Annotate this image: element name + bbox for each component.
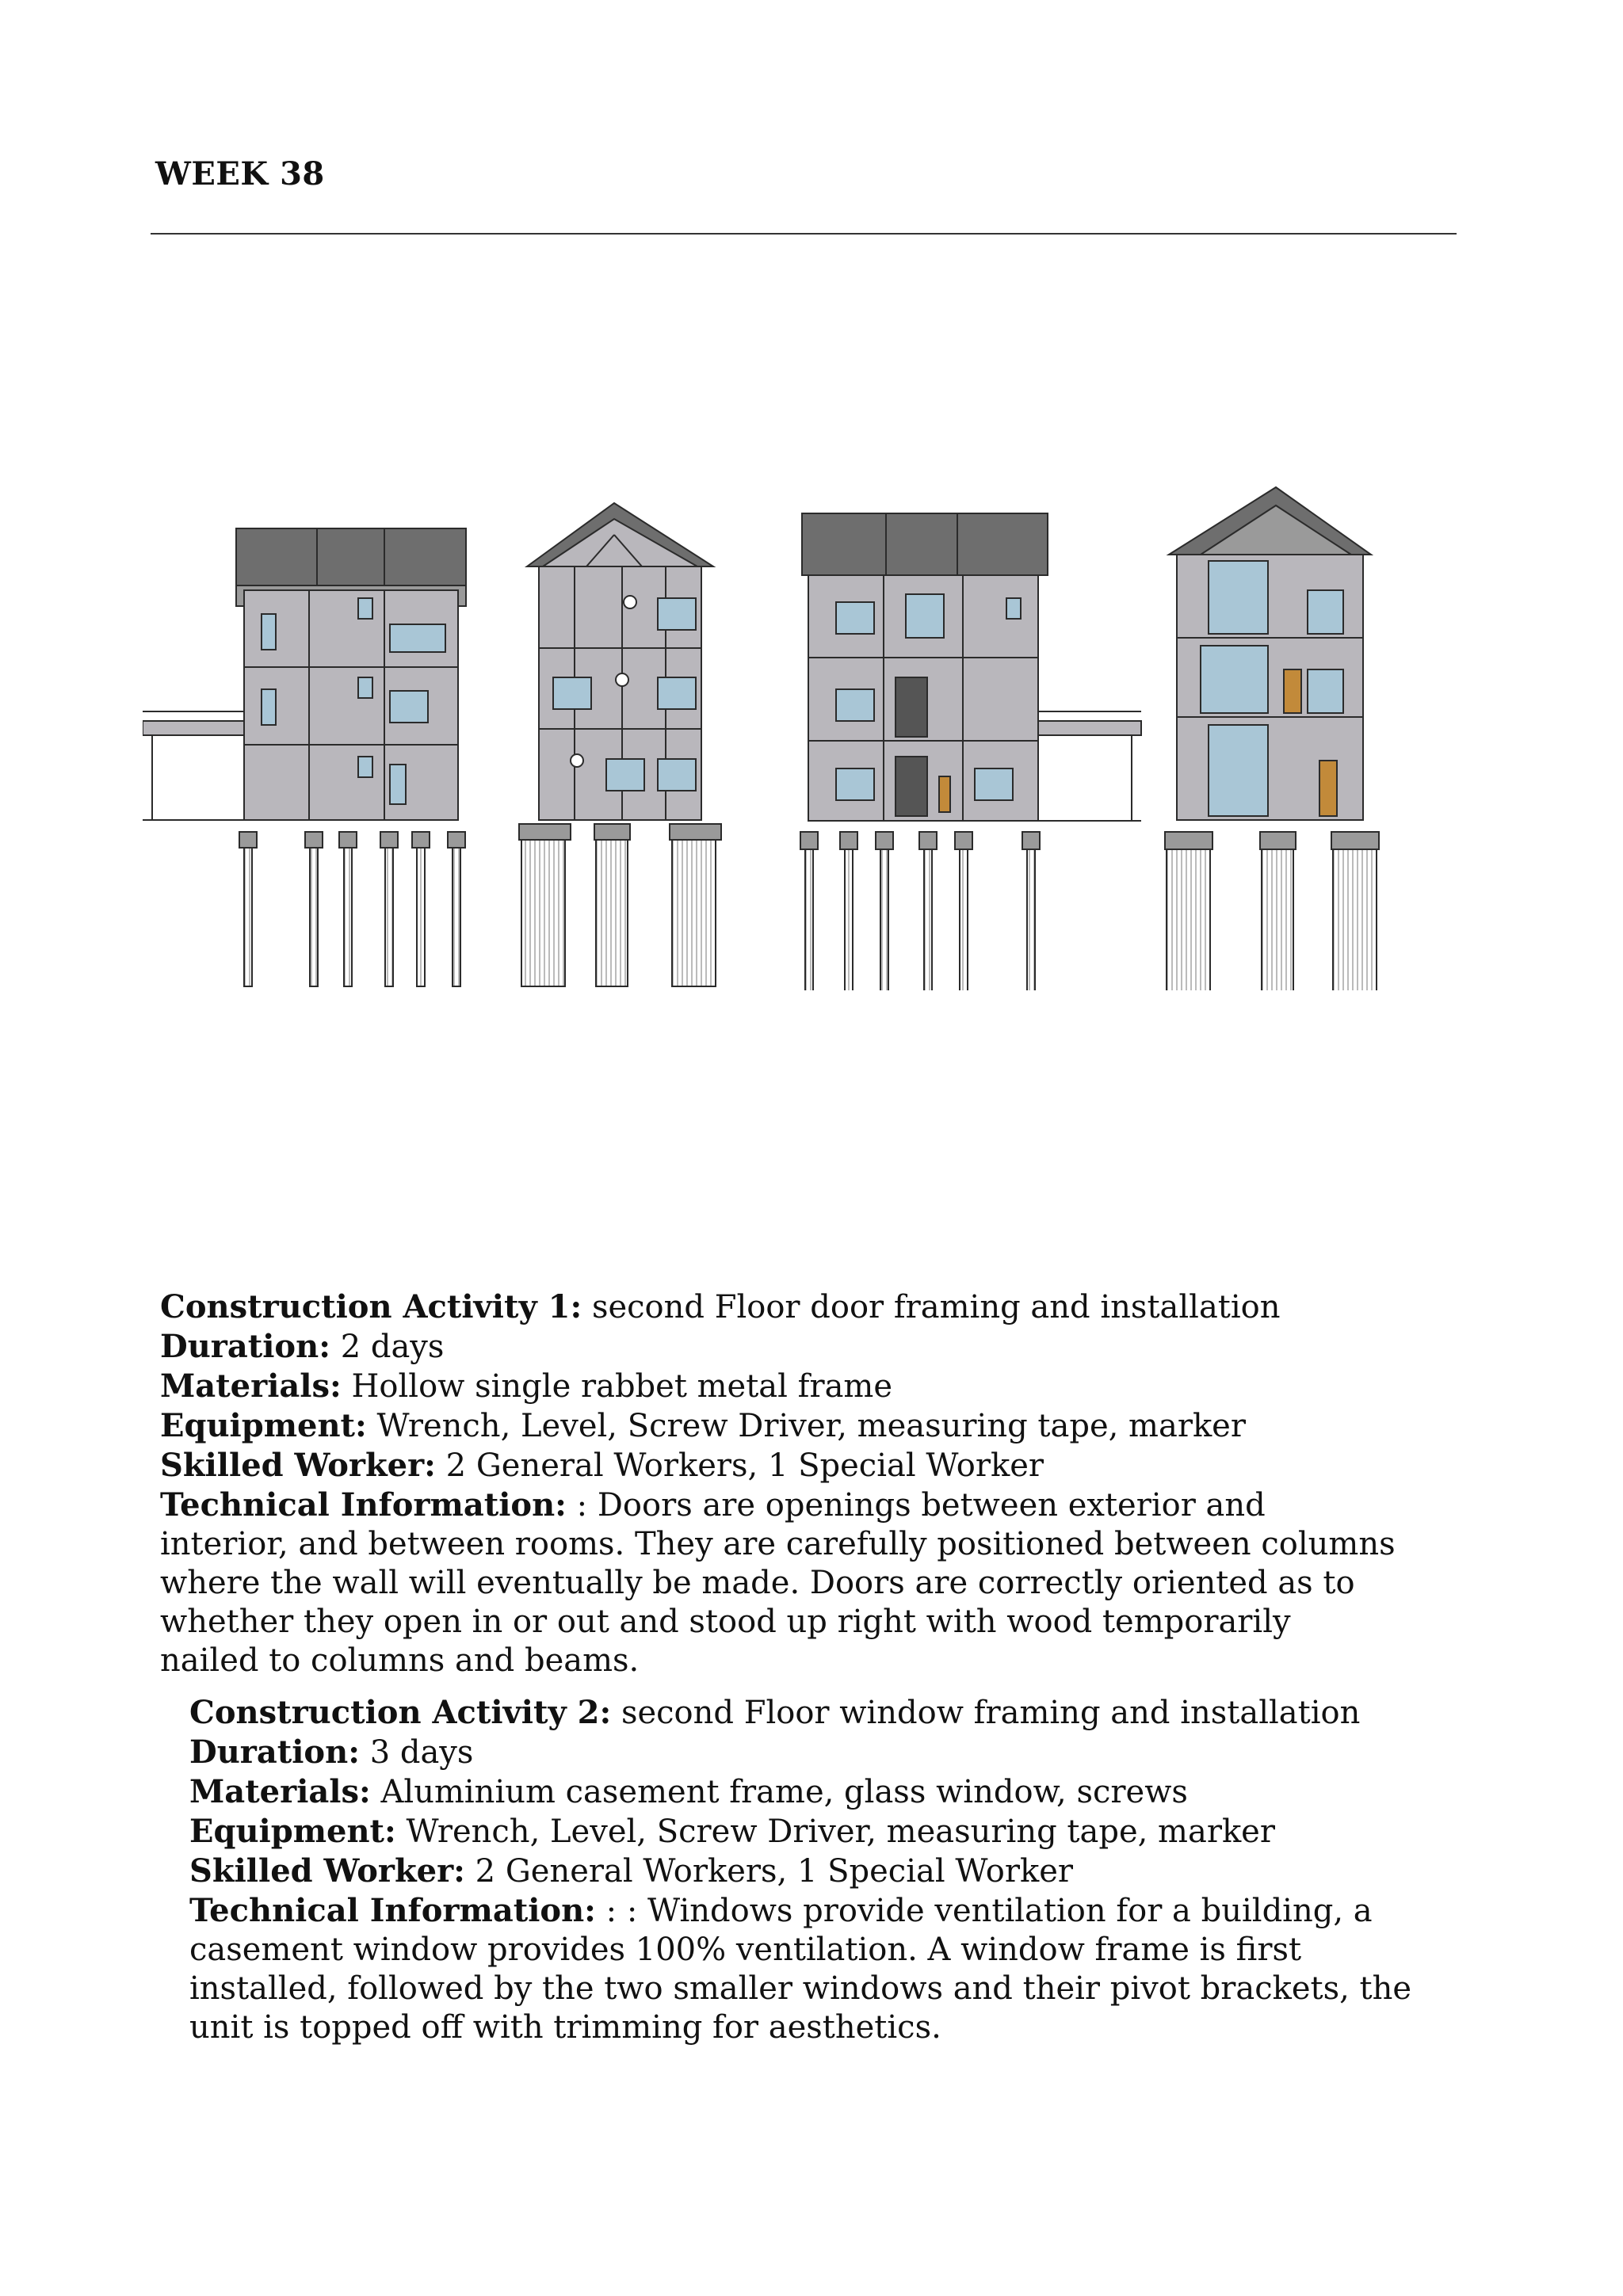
duration-value: 3 days [369, 1734, 474, 1771]
activity-label: Construction Activity 1: [160, 1288, 582, 1325]
building-elevations-figure [143, 475, 1403, 990]
materials-label: Materials: [189, 1773, 371, 1810]
materials-line [189, 1772, 1426, 1812]
materials-line [160, 1367, 1396, 1406]
duration-line [160, 1327, 1396, 1367]
elevation-2 [519, 503, 721, 986]
technical-info-text: : : Windows provide ventilation for a building, a casement window provides 100% ventilation. A window frame is first installed, followed by the two smaller windows and their pivot brackets, the unit is topped off with trimming for aesthetics. [189, 1893, 1412, 2046]
activity-label: Construction Activity 2: [189, 1694, 612, 1731]
construction-activity-1 [160, 1287, 1396, 1680]
construction-activity-2 [189, 1693, 1426, 2047]
skilled-worker-line [160, 1446, 1396, 1486]
elevation-3 [800, 513, 1141, 990]
duration-line [189, 1733, 1426, 1772]
skilled-worker-label: Skilled Worker: [160, 1447, 436, 1484]
technical-info-label: Technical Information: [160, 1486, 567, 1524]
activity-value: second Floor door framing and installation [591, 1289, 1281, 1325]
activity-value: second Floor window framing and installation [621, 1695, 1361, 1731]
skilled-worker-value: 2 General Workers, 1 Special Worker [445, 1447, 1044, 1484]
duration-label: Duration: [189, 1733, 360, 1771]
technical-info-text: : Doors are openings between exterior and interior, and between rooms. They are carefully positioned between columns where the wall will eventually be made. Doors are correctly oriented as to whether they open in or out and stood up right with wood temporarily nailed to columns and beams. [160, 1487, 1396, 1679]
technical-info-label: Technical Information: [189, 1892, 596, 1929]
materials-value: Aluminium casement frame, glass window, screws [380, 1774, 1188, 1810]
equipment-line [189, 1812, 1426, 1852]
technical-info-paragraph [160, 1486, 1396, 1680]
materials-label: Materials: [160, 1367, 342, 1405]
duration-value: 2 days [340, 1329, 445, 1365]
skilled-worker-line [189, 1852, 1426, 1891]
technical-info-paragraph [189, 1891, 1426, 2047]
duration-label: Duration: [160, 1328, 330, 1365]
title-divider [151, 233, 1457, 235]
elevation-4 [1165, 487, 1379, 990]
equipment-value: Wrench, Level, Screw Driver, measuring tape, marker [406, 1814, 1275, 1850]
equipment-value: Wrench, Level, Screw Driver, measuring tape, marker [376, 1408, 1246, 1444]
activity-title-line [160, 1287, 1396, 1327]
equipment-label: Equipment: [160, 1407, 367, 1444]
materials-value: Hollow single rabbet metal frame [351, 1368, 893, 1405]
activity-title-line [189, 1693, 1426, 1733]
equipment-label: Equipment: [189, 1813, 396, 1850]
page-title: WEEK 38 [155, 155, 325, 193]
skilled-worker-label: Skilled Worker: [189, 1852, 465, 1890]
skilled-worker-value: 2 General Workers, 1 Special Worker [475, 1853, 1073, 1890]
equipment-line [160, 1406, 1396, 1446]
elevation-1 [143, 528, 466, 986]
